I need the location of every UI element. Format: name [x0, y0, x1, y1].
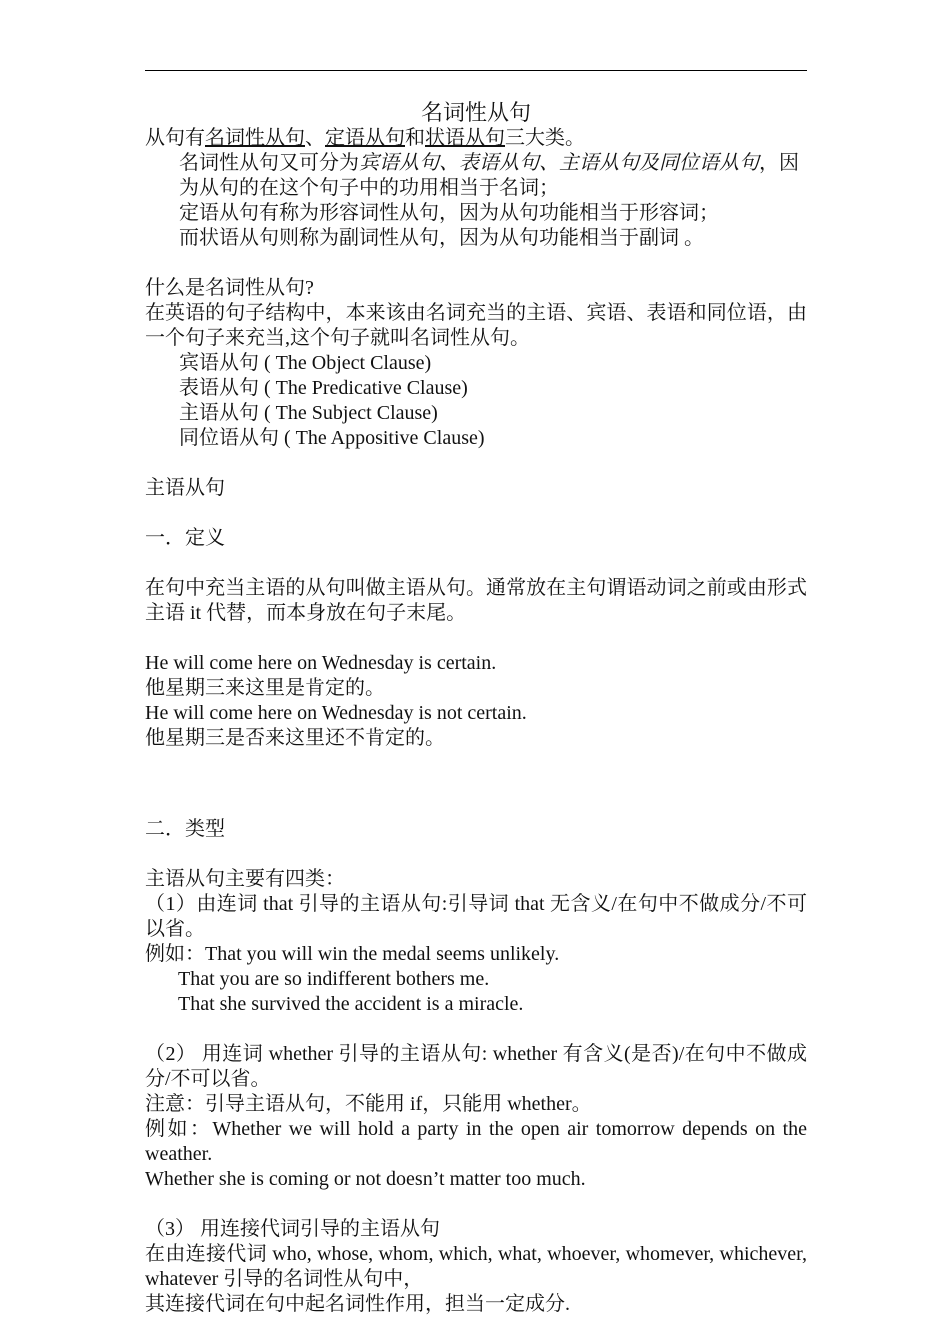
- type-item-subject: 主语从句 ( The Subject Clause): [179, 402, 438, 424]
- subject-clause-heading: 主语从句: [145, 477, 225, 499]
- intro-sub-paragraph: [145, 151, 807, 201]
- type-item-predicative: 表语从句 ( The Predicative Clause): [179, 377, 468, 399]
- sub-types: 宾语从句、表语从句、主语从句及同位语从句: [359, 152, 759, 174]
- intro-suffix: 三大类。: [505, 127, 585, 149]
- term-adverbial-clause: 状语从句: [425, 127, 505, 149]
- type2-note: 注意：引导主语从句，不能用 if，只能用 whether。: [145, 1093, 592, 1115]
- example-label: 例如：: [145, 1118, 213, 1140]
- example-label: 例如：: [145, 943, 205, 965]
- example2-en: He will come here on Wednesday is not certain.: [145, 702, 527, 724]
- type-item-appositive: 同位语从句 ( The Appositive Clause): [179, 427, 485, 449]
- page-title: 名词性从句: [420, 100, 531, 125]
- type1-example1: That you will win the medal seems unlikely.: [205, 943, 560, 965]
- type2-example1: Whether we will hold a party in the open air tomorrow depends on the weather.: [145, 1118, 807, 1165]
- type3-heading: （3） 用连接代词引导的主语从句: [145, 1218, 440, 1240]
- section-types-heading: 二．类型: [145, 818, 225, 840]
- type1-example2: That you are so indifferent bothers me.: [178, 968, 490, 990]
- type2-example-line: [145, 1117, 807, 1167]
- intro-prefix: 从句有: [145, 127, 205, 149]
- document-page: [145, 100, 807, 1317]
- what-question: 什么是名词性从句?: [145, 277, 314, 299]
- type3-description2: 其连接代词在句中起名词性作用，担当一定成分.: [145, 1293, 570, 1315]
- what-answer: 在英语的句子结构中，本来该由名词充当的主语、宾语、表语和同位语，由一个句子来充当,这个句子就叫名词性从句。: [145, 302, 807, 349]
- section-definition-heading: 一．定义: [145, 527, 225, 549]
- header-rule: [145, 70, 807, 71]
- example2-zh: 他星期三是否来这里还不肯定的。: [145, 727, 445, 749]
- intro-sep2: 和: [405, 127, 425, 149]
- type-item-object: 宾语从句 ( The Object Clause): [179, 352, 432, 374]
- term-noun-clause: 名词性从句: [205, 127, 305, 149]
- intro-line: [145, 126, 807, 151]
- example1-en: He will come here on Wednesday is certain.: [145, 652, 497, 674]
- attributive-line: 定语从句有称为形容词性从句，因为从句功能相当于形容词；: [179, 202, 719, 224]
- adverbial-line: 而状语从句则称为副词性从句，因为从句功能相当于副词 。: [179, 227, 704, 249]
- sub-suffix: ，因为从句的在这个句子中的功用相当于名词；: [179, 152, 799, 199]
- type3-description: 在由连接代词 who, whose, whom, which, what, whoever, whomever, whichever, whatever 引导的名词性从句中，: [145, 1243, 807, 1290]
- type1-description: （1）由连词 that 引导的主语从句:引导词 that 无含义/在句中不做成分/不可以省。: [145, 893, 807, 940]
- type1-example3: That she survived the accident is a miracle.: [178, 993, 524, 1015]
- types-intro: 主语从句主要有四类：: [145, 868, 345, 890]
- type1-example-line: [145, 942, 807, 967]
- term-attributive-clause: 定语从句: [325, 127, 405, 149]
- sub-prefix: 名词性从句又可分为: [179, 152, 359, 174]
- type2-example2: Whether she is coming or not doesn’t matter too much.: [145, 1168, 586, 1190]
- example1-zh: 他星期三来这里是肯定的。: [145, 677, 385, 699]
- definition-paragraph: 在句中充当主语的从句叫做主语从句。通常放在主句谓语动词之前或由形式主语 it 代替，而本身放在句子末尾。: [145, 577, 807, 624]
- intro-sep1: 、: [305, 127, 325, 149]
- type2-description: （2） 用连词 whether 引导的主语从句: whether 有含义(是否)/在句中不做成分/不可以省。: [145, 1043, 807, 1090]
